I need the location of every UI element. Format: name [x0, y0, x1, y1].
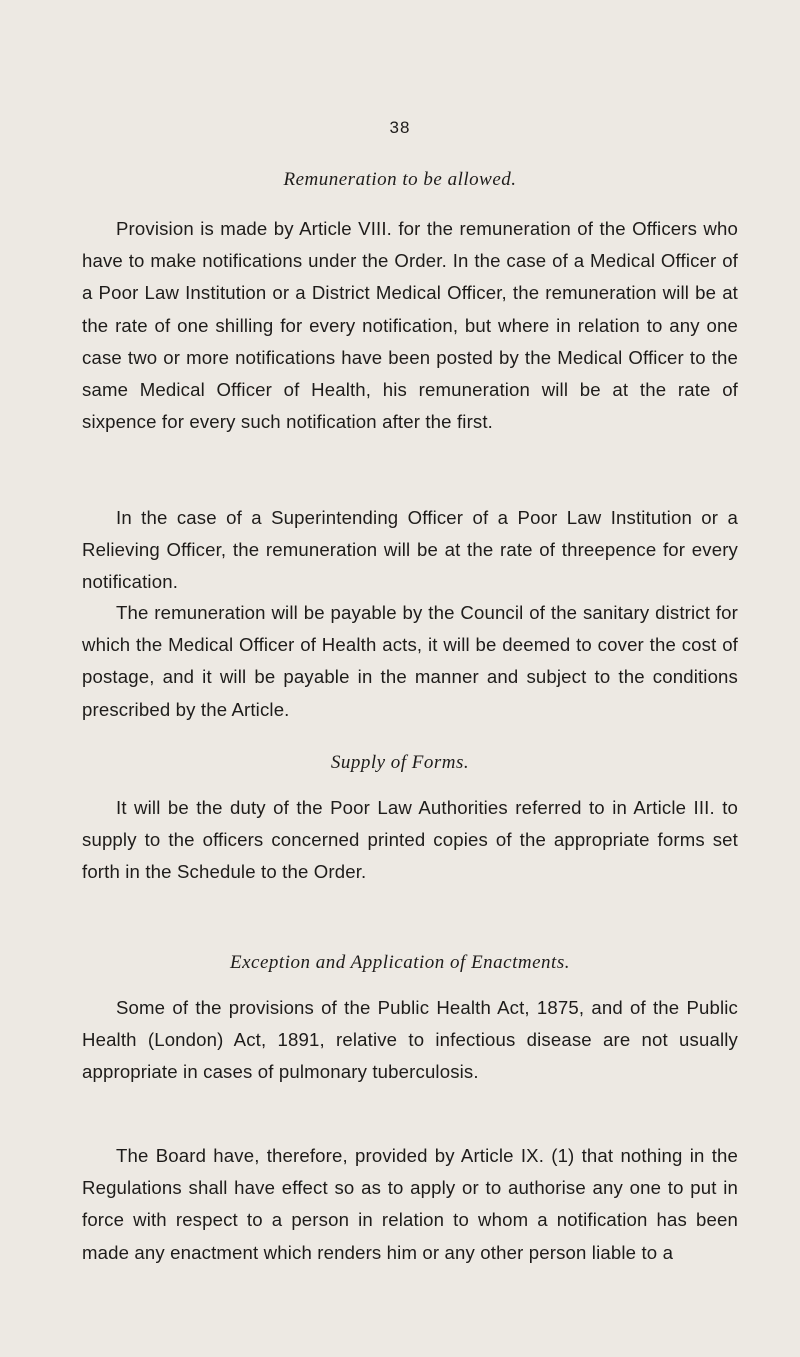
section-body-exception — [82, 992, 738, 1089]
paragraph: The remuneration will be payable by the Council of the sanitary district for which the Medical Officer of Health acts, it will be deemed to cover the cost of postage, and it will be payable in the manner and subject to the conditions prescribed by the Article. — [82, 602, 738, 720]
section-body-remuneration-3 — [82, 597, 738, 726]
section-body-supply-of-forms — [82, 792, 738, 889]
section-body-remuneration-2 — [82, 502, 738, 599]
paragraph: It will be the duty of the Poor Law Authorities referred to in Article III. to supply to the officers concerned printed copies of the appropriate forms set forth in the Schedule to the Order. — [82, 797, 738, 883]
paragraph: Some of the provisions of the Public Health Act, 1875, and of the Public Health (London) Act, 1891, relative to infectious disease are not usually appropriate in cases of pulmonary tuberculosis. — [82, 997, 738, 1083]
section-heading-supply-of-forms: Supply of Forms. — [330, 752, 470, 773]
section-heading-exception: Exception and Application of Enactments. — [230, 952, 570, 973]
section-body-remuneration — [82, 213, 738, 438]
paragraph: Provision is made by Article VIII. for the remuneration of the Officers who have to make notifications under the Order. In the case of a Medical Officer of a Poor Law Institution or a District Medical Officer, the remuneration will be at the rate of one shilling for every notification, but where in relation to any one case two or more notifications have been posted by the Medical Officer to the same Medical Officer of Health, his remuneration will be at the rate of sixpence for every such notification after the first. — [82, 218, 738, 433]
paragraph: The Board have, therefore, provided by Article IX. (1) that nothing in the Regulations shall have effect so as to apply or to authorise any one to put in force with respect to a person in relation to whom a notification has been made any enactment which renders him or any other person liable to a — [82, 1145, 738, 1263]
paragraph: In the case of a Superintending Officer of a Poor Law Institution or a Relieving Officer, the remuneration will be at the rate of threepence for every notification. — [82, 507, 738, 593]
section-heading-remuneration: Remuneration to be allowed. — [283, 169, 517, 190]
section-body-exception-2 — [82, 1140, 738, 1269]
page-number: 38 — [389, 118, 411, 137]
